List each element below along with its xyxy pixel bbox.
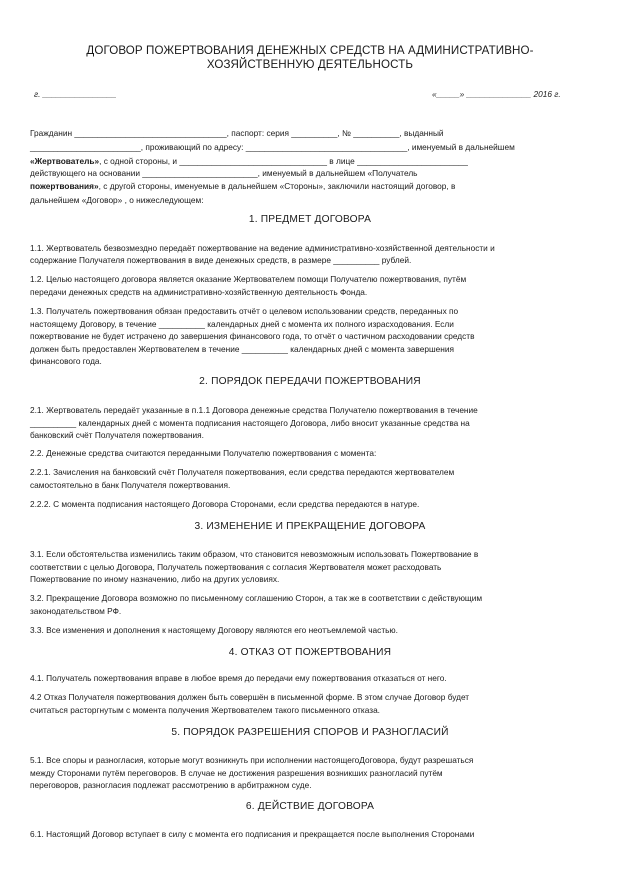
- section-heading: 4. ОТКАЗ ОТ ПОЖЕРТВОВАНИЯ: [228, 647, 392, 658]
- document-title-line-1: ДОГОВОР ПОЖЕРТВОВАНИЯ ДЕНЕЖНЫХ СРЕДСТВ НА АДМИНИСТРАТИВНО-: [86, 44, 534, 57]
- preamble-line: действующего на основании _________________________, именуемый в дальнейшем «Получатель: [30, 168, 418, 178]
- clause-line: финансового года.: [30, 356, 102, 366]
- clause-line: законодательством РФ.: [30, 606, 122, 616]
- clause-line: 1.1. Жертвователь безвозмездно передаёт пожертвование на ведение административно-хозяйственной деятельности и: [30, 243, 495, 253]
- section-heading: 5. ПОРЯДОК РАЗРЕШЕНИЯ СПОРОВ И РАЗНОГЛАСИЙ: [171, 727, 449, 738]
- clause-line: 4.2 Отказ Получателя пожертвования должен быть совершён в письменной форме. В этом случае Договор будет: [30, 692, 470, 702]
- section-heading: 3. ИЗМЕНЕНИЕ И ПРЕКРАЩЕНИЕ ДОГОВОРА: [194, 521, 426, 532]
- clause-line: 2.2. Денежные средства считаются переданными Получателю пожертвования с момента:: [30, 448, 377, 458]
- preamble-line: дальнейшем «Договор» , о нижеследующем:: [30, 195, 204, 205]
- preamble-line: Гражданин _________________________________, паспорт: серия __________, № __________, выданный: [30, 128, 444, 138]
- clause-line: 5.1. Все споры и разногласия, которые могут возникнуть при исполнении настоящегоДоговора, будут разрешаться: [30, 755, 474, 765]
- clause-line: банковский счёт Получателя пожертвования.: [30, 430, 204, 440]
- clause-line: 3.1. Если обстоятельства изменились таким образом, что становится невозможным использовать Пожертвование в: [30, 549, 479, 559]
- clause-line: самостоятельно в банк Получателя пожертвования.: [30, 480, 231, 490]
- clause-line: передачи денежных средств на административно-хозяйственную деятельность Фонда.: [30, 287, 368, 297]
- preamble-line: «Жертвователь», с одной стороны, и ________________________________ в лице ________________________: [30, 156, 468, 166]
- clause-line: 2.1. Жертвователь передаёт указанные в п.1.1 Договора денежные средства Получателю пожертвования в течение: [30, 405, 478, 415]
- recipient-term: пожертвования»: [30, 181, 99, 191]
- clause-line: содержание Получателя пожертвования в виде денежных средств, в размере __________ рублей.: [30, 255, 412, 265]
- contract-date: «_____» ______________ 2016 г.: [432, 89, 561, 99]
- clause-line: настоящему Договору, в течение __________ календарных дней с момента их полного израсходования. Если: [30, 319, 454, 329]
- section-heading: 6. ДЕЙСТВИЕ ДОГОВОРА: [245, 801, 375, 812]
- clause-line: 2.2.2. С момента подписания настоящего Договора Сторонами, если средства передаются в натуре.: [30, 499, 420, 509]
- clause-line: считаться расторгнутым с момента получения Жертвователем такого письменного отказа.: [30, 705, 380, 715]
- clause-line: пожертвование не будет истрачено до завершения финансового года, то отчёт о частичном расходовании средств: [30, 331, 475, 341]
- contract-place: г. ________________: [34, 89, 117, 99]
- clause-line: 1.2. Целью настоящего договора является оказание Жертвователем помощи Получателю пожертвования, путём: [30, 274, 467, 284]
- clause-line: соответствии с целью Договора, Получатель пожертвования с согласия Жертвователя может расходовать: [30, 562, 442, 572]
- preamble-line: пожертвования», с другой стороны, именуемые в дальнейшем «Стороны», заключили настоящий договор, в: [30, 181, 456, 191]
- clause-line: Пожертвование по иному назначению, либо на других условиях.: [30, 574, 280, 584]
- section-heading: 2. ПОРЯДОК ПЕРЕДАЧИ ПОЖЕРТВОВАНИЯ: [199, 376, 421, 387]
- section-heading: 1. ПРЕДМЕТ ДОГОВОРА: [248, 214, 372, 225]
- clause-line: 3.3. Все изменения и дополнения к настоящему Договору являются его неотъемлемой частью.: [30, 625, 398, 635]
- clause-line: 4.1. Получатель пожертвования вправе в любое время до передачи ему пожертвования отказаться от него.: [30, 673, 447, 683]
- clause-line: переговоров, разногласия подлежат рассмотрению в арбитражном суде.: [30, 780, 312, 790]
- clause-line: 2.2.1. Зачисления на банковский счёт Получателя пожертвования, если средства передаются жертвователем: [30, 467, 455, 477]
- document-title-line-2: ХОЗЯЙСТВЕННУЮ ДЕЯТЕЛЬНОСТЬ: [206, 58, 414, 71]
- clause-line: 6.1. Настоящий Договор вступает в силу с момента его подписания и прекращается после выполнения Сторонами: [30, 829, 475, 839]
- clause-line: 1.3. Получатель пожертвования обязан предоставить отчёт о целевом использовании средств, переданных по: [30, 306, 459, 316]
- clause-line: __________ календарных дней с момента подписания настоящего Договора, либо вносит указанные средства на: [30, 418, 470, 428]
- clause-line: должен быть предоставлен Жертвователем в течение __________ календарных дней с момента завершения: [30, 344, 454, 354]
- clause-line: 3.2. Прекращение Договора возможно по письменному соглашению Сторон, а так же в соответствии с действующим: [30, 593, 483, 603]
- preamble-line: ________________________, проживающий по адресу: ___________________________________, именуемый в дальнейшем: [30, 142, 515, 152]
- clause-line: между Сторонами путём переговоров. В случае не достижения разрешения возникших разногласий путём: [30, 768, 443, 778]
- donor-term: «Жертвователь»: [30, 156, 100, 166]
